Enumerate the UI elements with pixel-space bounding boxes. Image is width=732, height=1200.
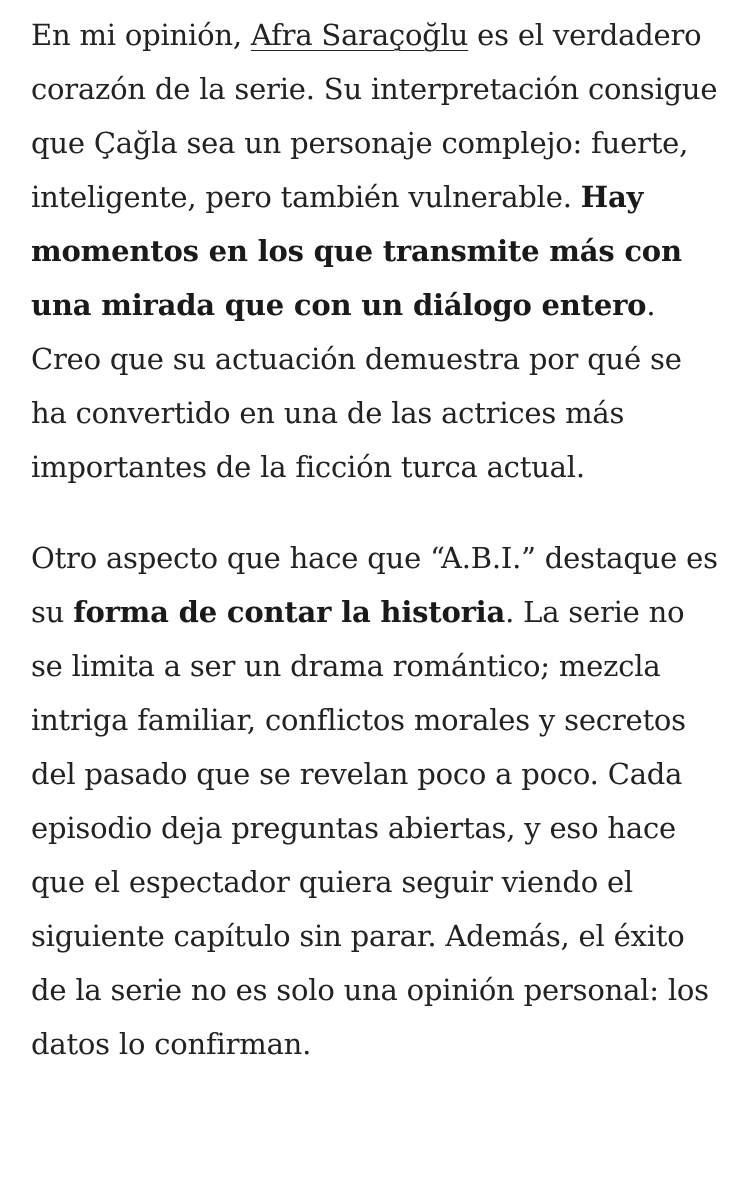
text-segment: . La serie no se limita a ser un drama romántico; mezcla intriga familiar, conflictos morales y secretos del pasado que se revelan poco a poco. Cada episodio deja preguntas abiertas, y eso hace que el espectador quiera seguir viendo el siguiente capítulo sin parar. Además, el éxito de la serie no es solo una opinión personal: los datos lo confirman. [31,595,709,1061]
bold-highlight: Hay momentos en los que transmite más con una mirada que con un diálogo entero [31,180,682,322]
paragraph-actress-opinion [31,8,721,494]
actress-link[interactable]: Afra Saraçoğlu [250,18,469,52]
article-body [31,8,721,1071]
paragraph-storytelling [31,531,721,1071]
text-segment: es el verdadero corazón de la serie. Su interpretación consigue que Çağla sea un personaje complejo: fuerte, inteligente, pero también vulnerable. [31,18,718,214]
text-segment: . Creo que su actuación demuestra por qué se ha convertido en una de las actrices más importantes de la ficción turca actual. [31,288,682,484]
bold-highlight: forma de contar la historia [73,595,506,629]
text-segment: Otro aspecto que hace que “A.B.I.” destaque es su [31,541,718,629]
text-segment: En mi opinión, [31,18,251,52]
